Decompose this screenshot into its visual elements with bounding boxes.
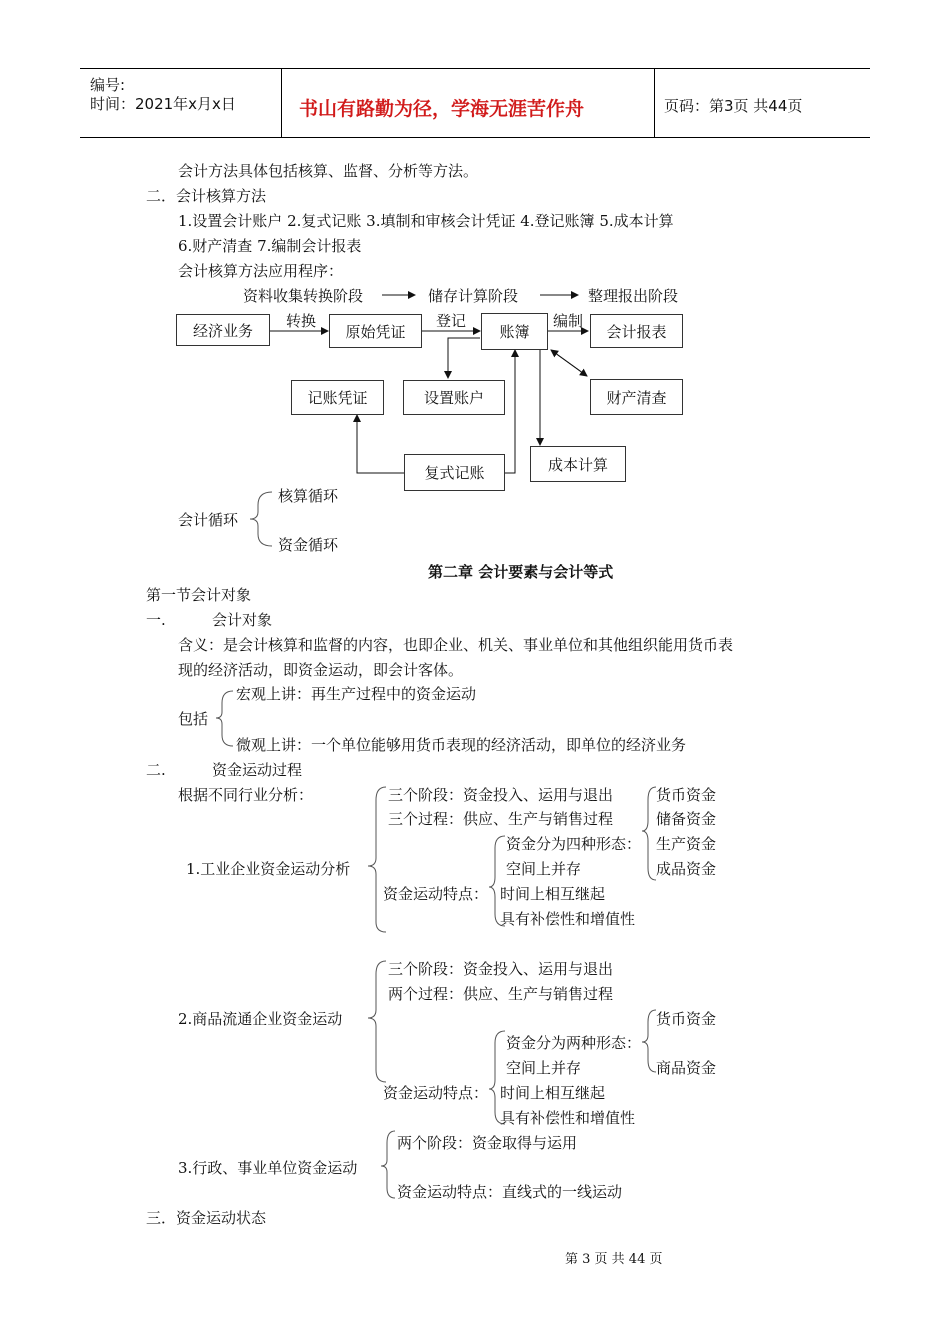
- industrial-label: 1.工业企业资金运动分析: [186, 860, 351, 878]
- flow-box-report: 会计报表: [590, 314, 683, 348]
- stage-label: 储存计算阶段: [428, 287, 519, 305]
- section-heading: 二．会计核算方法: [146, 187, 267, 205]
- cycle-item: 资金循环: [278, 536, 339, 554]
- flow-box-cost: 成本计算: [530, 446, 626, 482]
- stage-label: 资料收集转换阶段: [243, 287, 364, 305]
- commercial-label: 2.商品流通企业资金运动: [178, 1010, 343, 1028]
- industrial-form: 货币资金: [656, 786, 717, 804]
- flow-box-voucher: 原始凭证: [329, 314, 422, 348]
- include-label: 包括: [178, 710, 209, 728]
- industrial-feature: 空间上并存: [506, 860, 582, 878]
- header-date: 时间：2021年x月x日: [90, 95, 236, 113]
- administrative-stages: 两个阶段：资金取得与运用: [397, 1134, 578, 1152]
- flow-box-inventory: 财产清查: [590, 379, 683, 415]
- industrial-form: 成品资金: [656, 860, 717, 878]
- industrial-feature: 时间上相互继起: [500, 885, 606, 903]
- section-heading: 三．资金运动状态: [146, 1209, 267, 1227]
- commercial-stages: 三个阶段：资金投入、运用与退出: [388, 960, 614, 978]
- include-item: 宏观上讲：再生产过程中的资金运动: [236, 685, 477, 703]
- analysis-label: 根据不同行业分析：: [178, 786, 314, 804]
- procedure-label: 会计核算方法应用程序：: [178, 262, 344, 280]
- commercial-feature: 资金分为两种形态：: [506, 1034, 642, 1052]
- flow-box-business: 经济业务: [176, 314, 270, 346]
- flow-box-entry-voucher: 记账凭证: [291, 380, 384, 415]
- industrial-form: 生产资金: [656, 835, 717, 853]
- include-item: 微观上讲：一个单位能够用货币表现的经济活动，即单位的经济业务: [236, 736, 687, 754]
- administrative-label: 3.行政、事业单位资金运动: [178, 1159, 358, 1177]
- page-footer: 第 3 页 共 44 页: [565, 1252, 663, 1267]
- industrial-stages: 三个阶段：资金投入、运用与退出: [388, 786, 614, 804]
- flow-box-ledger: 账簿: [481, 313, 548, 350]
- commercial-processes: 两个过程：供应、生产与销售过程: [388, 985, 614, 1003]
- commercial-feature: 空间上并存: [506, 1059, 582, 1077]
- flow-box-double-entry: 复式记账: [404, 454, 505, 491]
- header-motto: 书山有路勤为径，学海无涯苦作舟: [299, 98, 585, 120]
- chapter-title: 第二章 会计要素与会计等式: [428, 563, 614, 581]
- cycle-label: 会计循环: [178, 511, 239, 529]
- industrial-feature: 资金分为四种形态：: [506, 835, 642, 853]
- industrial-feature-label: 资金运动特点：: [383, 885, 489, 903]
- heading-text: 会计对象: [212, 611, 273, 629]
- commercial-form: 商品资金: [656, 1059, 717, 1077]
- industrial-feature: 具有补偿性和增值性: [500, 910, 636, 928]
- heading-number: 二.: [146, 761, 166, 779]
- flow-box-set-account: 设置账户: [403, 380, 505, 415]
- flow-label-compile: 编制: [553, 312, 584, 330]
- commercial-feature: 时间上相互继起: [500, 1084, 606, 1102]
- methods-line: 6.财产清查 7.编制会计报表: [178, 237, 362, 255]
- commercial-feature-label: 资金运动特点：: [383, 1084, 489, 1102]
- meaning-line: 现的经济活动，即资金运动，即会计客体。: [178, 661, 464, 679]
- section-title: 第一节会计对象: [146, 586, 252, 604]
- stage-label: 整理报出阶段: [588, 287, 679, 305]
- header-page-info: 页码：第3页 共44页: [664, 97, 803, 115]
- commercial-form: 货币资金: [656, 1010, 717, 1028]
- header-number-label: 编号:: [90, 76, 126, 94]
- meaning-line: 含义：是会计核算和监督的内容，也即企业、机关、事业单位和其他组织能用货币表: [178, 636, 734, 654]
- administrative-feature: 资金运动特点：直线式的一线运动: [397, 1183, 623, 1201]
- methods-line: 1.设置会计账户 2.复式记账 3.填制和审核会计凭证 4.登记账簿 5.成本计算: [178, 212, 674, 230]
- industrial-processes: 三个过程：供应、生产与销售过程: [388, 810, 614, 828]
- flow-label-register: 登记: [436, 312, 467, 330]
- heading-text: 资金运动过程: [212, 761, 303, 779]
- intro-line: 会计方法具体包括核算、监督、分析等方法。: [178, 162, 479, 180]
- commercial-feature: 具有补偿性和增值性: [500, 1109, 636, 1127]
- heading-number: 一.: [146, 611, 166, 629]
- flow-label-convert: 转换: [286, 312, 317, 330]
- industrial-form: 储备资金: [656, 810, 717, 828]
- cycle-item: 核算循环: [278, 487, 339, 505]
